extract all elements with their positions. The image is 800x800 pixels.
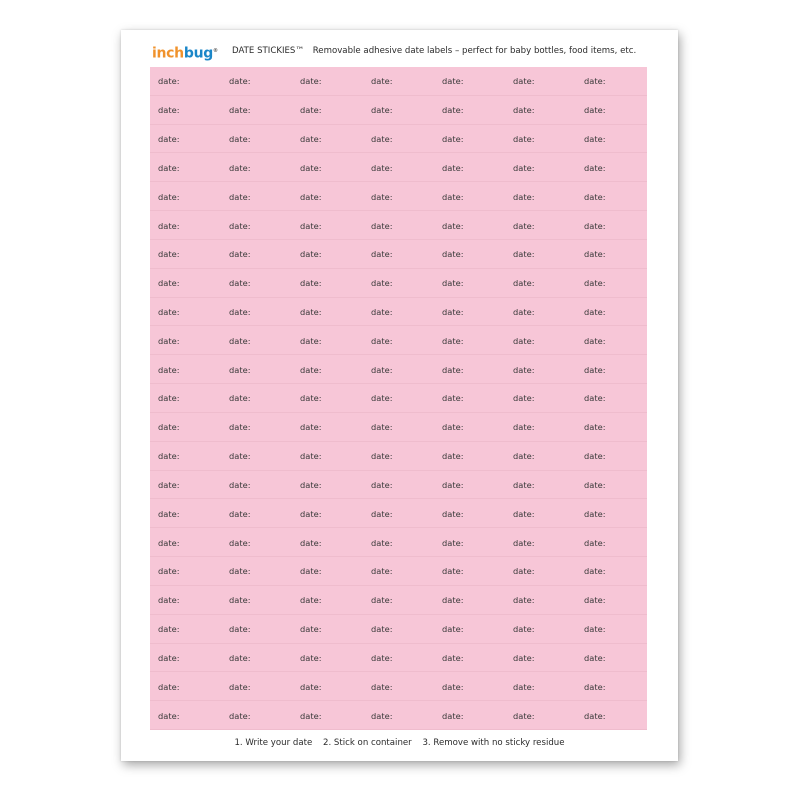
date-label: date:	[513, 508, 535, 519]
date-label: date:	[158, 508, 180, 519]
label-row	[150, 153, 647, 182]
date-label: date:	[229, 624, 251, 635]
date-label: date:	[229, 652, 251, 663]
date-label: date:	[158, 105, 180, 116]
date-label: date:	[229, 278, 251, 289]
date-label: date:	[513, 105, 535, 116]
date-label: date:	[229, 134, 251, 145]
date-label: date:	[158, 335, 180, 346]
date-label: date:	[371, 191, 393, 202]
date-label: date:	[584, 249, 606, 260]
date-label: date:	[300, 191, 322, 202]
date-label: date:	[513, 566, 535, 577]
date-label: date:	[229, 105, 251, 116]
date-label: date:	[371, 508, 393, 519]
date-label: date:	[371, 681, 393, 692]
date-label: date:	[300, 364, 322, 375]
date-label: date:	[584, 364, 606, 375]
date-label: date:	[442, 422, 464, 433]
date-label: date:	[229, 76, 251, 87]
date-label: date:	[442, 191, 464, 202]
date-label: date:	[584, 681, 606, 692]
date-label: date:	[371, 134, 393, 145]
date-label: date:	[442, 393, 464, 404]
date-label: date:	[158, 451, 180, 462]
date-label: date:	[584, 105, 606, 116]
date-label: date:	[300, 307, 322, 317]
date-label: date:	[229, 508, 251, 519]
label-row	[150, 586, 647, 615]
header-text	[232, 45, 636, 57]
date-label: date:	[229, 364, 251, 375]
date-label: date:	[300, 249, 322, 260]
date-label: date:	[371, 652, 393, 663]
date-label: date:	[300, 393, 322, 404]
date-label: date:	[300, 508, 322, 519]
date-label: date:	[513, 710, 535, 721]
date-label: date:	[229, 479, 251, 490]
date-label: date:	[513, 681, 535, 692]
date-label: date:	[584, 278, 606, 289]
instructions-footer	[121, 738, 678, 748]
label-row	[150, 471, 647, 500]
date-label: date:	[513, 220, 535, 231]
date-label: date:	[158, 220, 180, 231]
date-label: date:	[371, 364, 393, 375]
date-label: date:	[229, 422, 251, 433]
date-label: date:	[300, 624, 322, 635]
date-label: date:	[158, 249, 180, 260]
label-row	[150, 644, 647, 673]
date-label: date:	[229, 681, 251, 692]
label-row	[150, 240, 647, 269]
label-row	[150, 125, 647, 154]
label-row	[150, 67, 647, 96]
date-label: date:	[442, 566, 464, 577]
date-label: date:	[229, 335, 251, 346]
date-label: date:	[371, 335, 393, 346]
date-label: date:	[371, 307, 393, 317]
date-label: date:	[584, 335, 606, 346]
date-label: date:	[158, 652, 180, 663]
date-label: date:	[158, 191, 180, 202]
label-row	[150, 672, 647, 701]
date-label: date:	[300, 76, 322, 87]
date-label: date:	[513, 451, 535, 462]
date-label: date:	[371, 451, 393, 462]
date-label: date:	[442, 624, 464, 635]
date-label: date:	[584, 566, 606, 577]
date-label: date:	[371, 249, 393, 260]
date-label: date:	[513, 162, 535, 173]
date-label: date:	[300, 422, 322, 433]
product-tagline: Removable adhesive date labels – perfect for baby bottles, food items, etc.	[312, 46, 637, 56]
date-label: date:	[300, 105, 322, 116]
date-label: date:	[300, 652, 322, 663]
date-label: date:	[158, 162, 180, 173]
date-label: date:	[300, 681, 322, 692]
date-label: date:	[300, 710, 322, 721]
date-label: date:	[584, 537, 606, 548]
label-area	[150, 67, 647, 730]
date-label: date:	[158, 278, 180, 289]
date-label: date:	[584, 624, 606, 635]
date-label: date:	[442, 278, 464, 289]
date-label: date:	[229, 451, 251, 462]
date-label: date:	[584, 393, 606, 404]
date-label: date:	[158, 393, 180, 404]
date-label: date:	[371, 393, 393, 404]
label-row	[150, 355, 647, 384]
sheet-header	[121, 30, 678, 65]
date-label: date:	[229, 191, 251, 202]
date-label: date:	[513, 249, 535, 260]
date-label: date:	[584, 191, 606, 202]
date-label: date:	[371, 710, 393, 721]
date-label: date:	[513, 652, 535, 663]
label-row	[150, 499, 647, 528]
date-label: date:	[442, 595, 464, 606]
date-label: date:	[229, 249, 251, 260]
date-label: date:	[584, 710, 606, 721]
date-label: date:	[158, 566, 180, 577]
label-row	[150, 557, 647, 586]
date-label: date:	[229, 393, 251, 404]
date-label: date:	[442, 652, 464, 663]
date-label: date:	[300, 479, 322, 490]
date-label: date:	[513, 335, 535, 346]
date-label: date:	[584, 451, 606, 462]
date-label: date:	[513, 364, 535, 375]
date-label: date:	[584, 652, 606, 663]
date-label: date:	[442, 508, 464, 519]
label-row	[150, 96, 647, 125]
date-label: date:	[158, 595, 180, 606]
label-row	[150, 413, 647, 442]
date-label: date:	[300, 537, 322, 548]
date-label: date:	[513, 307, 535, 317]
date-label: date:	[442, 220, 464, 231]
date-label: date:	[442, 364, 464, 375]
date-label: date:	[442, 681, 464, 692]
label-row	[150, 442, 647, 471]
date-label: date:	[371, 422, 393, 433]
label-row	[150, 182, 647, 211]
label-sheet	[121, 30, 678, 761]
date-label: date:	[442, 307, 464, 317]
date-label: date:	[513, 278, 535, 289]
date-label: date:	[442, 76, 464, 87]
date-label: date:	[158, 364, 180, 375]
date-label: date:	[229, 537, 251, 548]
date-label: date:	[513, 191, 535, 202]
date-label: date:	[229, 595, 251, 606]
date-label: date:	[371, 566, 393, 577]
date-label: date:	[584, 76, 606, 87]
date-label: date:	[371, 76, 393, 87]
instruction-step-2: 2. Stick on container	[322, 738, 412, 748]
date-label: date:	[442, 710, 464, 721]
date-label: date:	[513, 624, 535, 635]
date-label: date:	[442, 105, 464, 116]
date-label: date:	[584, 508, 606, 519]
label-row	[150, 298, 647, 327]
date-label: date:	[584, 422, 606, 433]
date-label: date:	[300, 220, 322, 231]
date-label: date:	[229, 220, 251, 231]
date-label: date:	[229, 710, 251, 721]
date-label: date:	[300, 134, 322, 145]
date-label: date:	[158, 537, 180, 548]
date-label: date:	[158, 422, 180, 433]
date-label: date:	[442, 249, 464, 260]
date-label: date:	[300, 335, 322, 346]
date-label: date:	[229, 307, 251, 317]
label-row	[150, 211, 647, 240]
date-label: date:	[229, 162, 251, 173]
date-label: date:	[158, 624, 180, 635]
date-label: date:	[300, 162, 322, 173]
label-row	[150, 269, 647, 298]
date-label: date:	[371, 105, 393, 116]
date-label: date:	[158, 76, 180, 87]
date-label: date:	[300, 278, 322, 289]
date-label: date:	[513, 393, 535, 404]
date-label: date:	[442, 162, 464, 173]
date-label: date:	[371, 595, 393, 606]
date-label: date:	[584, 162, 606, 173]
logo-bug: bug	[183, 45, 213, 62]
date-label: date:	[442, 537, 464, 548]
date-label: date:	[584, 134, 606, 145]
product-name: DATE STICKIES™	[232, 46, 304, 56]
date-label: date:	[442, 479, 464, 490]
date-label: date:	[158, 681, 180, 692]
inchbug-logo	[152, 43, 218, 62]
label-row	[150, 701, 647, 730]
label-grid	[150, 67, 647, 730]
instruction-step-1: 1. Write your date	[234, 738, 313, 748]
date-label: date:	[371, 479, 393, 490]
date-label: date:	[584, 479, 606, 490]
date-label: date:	[300, 566, 322, 577]
date-label: date:	[442, 134, 464, 145]
date-label: date:	[371, 220, 393, 231]
label-row	[150, 615, 647, 644]
date-label: date:	[584, 307, 606, 317]
date-label: date:	[584, 220, 606, 231]
date-label: date:	[229, 566, 251, 577]
date-label: date:	[300, 451, 322, 462]
date-label: date:	[158, 134, 180, 145]
date-label: date:	[442, 335, 464, 346]
instruction-step-3: 3. Remove with no sticky residue	[422, 738, 565, 748]
date-label: date:	[371, 537, 393, 548]
date-label: date:	[513, 422, 535, 433]
logo-inch: inch	[152, 45, 184, 62]
label-row	[150, 384, 647, 413]
date-label: date:	[513, 76, 535, 87]
date-label: date:	[513, 595, 535, 606]
date-label: date:	[513, 537, 535, 548]
date-label: date:	[300, 595, 322, 606]
date-label: date:	[584, 595, 606, 606]
date-label: date:	[442, 451, 464, 462]
date-label: date:	[371, 162, 393, 173]
date-label: date:	[513, 479, 535, 490]
date-label: date:	[371, 624, 393, 635]
date-label: date:	[158, 479, 180, 490]
date-label: date:	[158, 710, 180, 721]
date-label: date:	[513, 134, 535, 145]
label-row	[150, 528, 647, 557]
label-row	[150, 326, 647, 355]
date-label: date:	[371, 278, 393, 289]
logo-trademark: ®	[212, 48, 218, 54]
date-label: date:	[158, 307, 180, 317]
